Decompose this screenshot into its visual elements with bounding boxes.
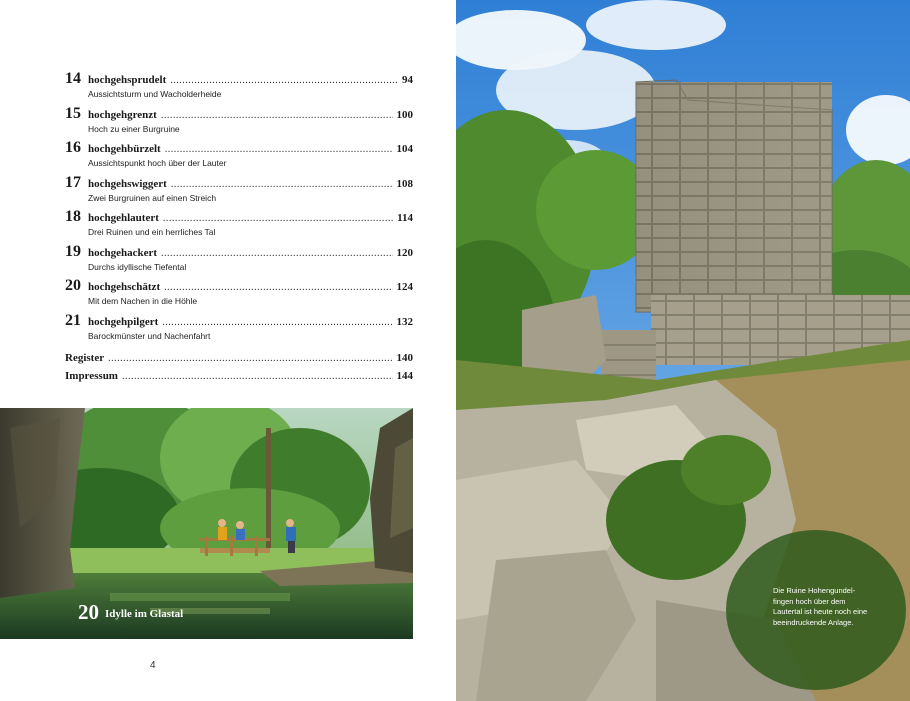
entry-number: 18 [65, 208, 81, 225]
entry-page: 114 [397, 212, 413, 224]
entry-page: 108 [396, 177, 413, 190]
toc-register[interactable] [65, 349, 413, 365]
entry-title: hochgehackert [88, 246, 158, 259]
entry-title: hochgehpilgert [88, 315, 159, 328]
entry-number: 20 [65, 277, 81, 294]
table-of-contents [65, 70, 413, 346]
entry-number: 16 [65, 139, 81, 156]
entry-page: 94 [402, 74, 413, 86]
entry-page: 144 [396, 370, 413, 382]
entry-subtitle: Barockmünster und Nachenfahrt [88, 330, 211, 341]
toc-entry[interactable] [65, 208, 413, 243]
entry-title: hochgehlautert [88, 212, 159, 224]
entry-page: 100 [396, 108, 413, 121]
entry-title: Impressum [65, 370, 118, 382]
entry-title: Register [65, 352, 105, 364]
entry-subtitle: Drei Ruinen und ein herrliches Tal [88, 227, 216, 237]
leader-dots [171, 176, 393, 194]
leader-dots [122, 368, 393, 386]
toc-entry[interactable] [65, 243, 413, 278]
entry-page: 120 [396, 246, 413, 259]
entry-title: hochgehschätzt [88, 281, 161, 293]
ruin-caption: Die Ruine Hohengundel-fingen hoch über dem Lautertal ist heute noch eine beeindruckende Anlage. [773, 586, 868, 627]
entry-page: 124 [396, 281, 413, 293]
leader-dots [162, 314, 392, 332]
toc-entry[interactable] [65, 139, 413, 174]
leader-dots [161, 245, 392, 263]
entry-title: hochgehbürzelt [88, 143, 161, 155]
entry-subtitle: Aussichtsturm und Wacholderheide [88, 89, 222, 99]
entry-subtitle: Aussichtspunkt hoch über der Lauter [88, 158, 227, 168]
entry-number: 21 [65, 311, 81, 329]
toc-entry[interactable] [65, 70, 413, 105]
toc-impressum[interactable] [65, 367, 413, 383]
entry-title: hochgehgrenzt [88, 108, 157, 121]
leader-dots [161, 107, 393, 125]
entry-page: 104 [396, 143, 413, 155]
entry-subtitle: Zwei Burgruinen auf einen Streich [88, 192, 217, 203]
toc-entry[interactable] [65, 277, 413, 312]
entry-number: 15 [65, 104, 81, 122]
leader-dots [164, 279, 392, 297]
toc-entry[interactable] [65, 105, 413, 140]
entry-number: 19 [65, 242, 81, 260]
leader-dots [108, 350, 392, 368]
entry-subtitle: Mit dem Nachen in die Höhle [88, 296, 198, 306]
photo-caption-number: 20 [78, 600, 99, 624]
entry-subtitle: Hoch zu einer Burgruine [88, 123, 180, 134]
toc-entry[interactable] [65, 174, 413, 209]
entry-title: hochgehswiggert [88, 177, 167, 190]
entry-title: hochgehsprudelt [88, 74, 167, 86]
entry-number: 14 [65, 70, 81, 87]
entry-page: 132 [396, 315, 413, 328]
glastal-photo [0, 408, 413, 639]
page-number: 4 [150, 660, 156, 671]
entry-subtitle: Durchs idyllische Tiefental [88, 261, 187, 272]
entry-page: 140 [396, 352, 413, 364]
photo-caption-title: Idylle im Glastal [105, 608, 184, 620]
toc-entry[interactable] [65, 312, 413, 347]
entry-number: 17 [65, 173, 81, 191]
